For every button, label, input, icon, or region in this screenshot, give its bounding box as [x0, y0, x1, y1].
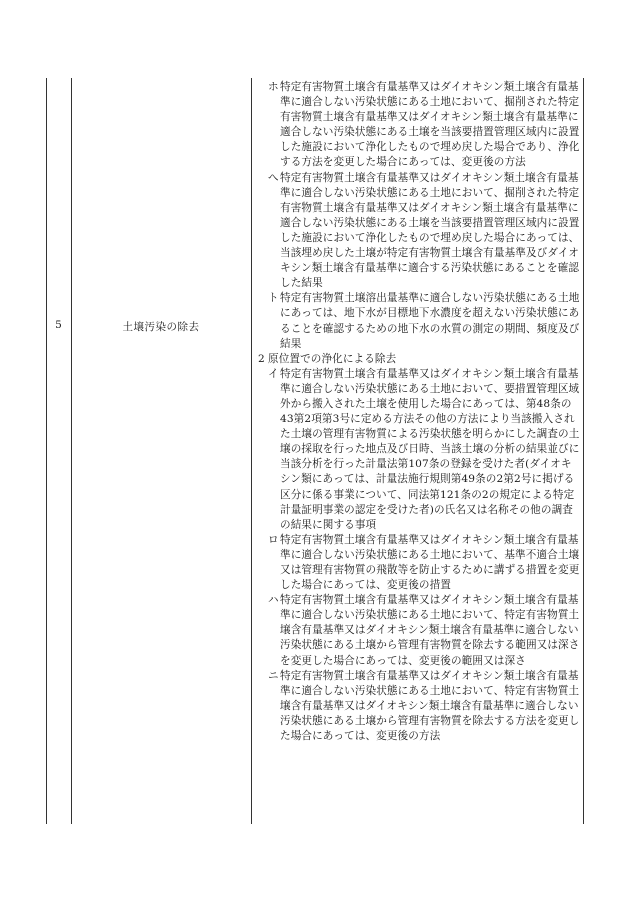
item-text: 特定有害物質土壌含有量基準又はダイオキシン類土壌含有量基準に適合しない汚染状態にある土地において、特定有害物質土壌含有量基準又はダイオキシン類土壌含有量基準に適合しない汚染状態にある土壌から管理有害物質を除去する範囲又は深さを変更した場合にあっては、変更後の範囲又は深さ — [280, 594, 580, 667]
item-text: 特定有害物質土壌含有量基準又はダイオキシン類土壌含有量基準に適合しない汚染状態にある土地において、掘削された特定有害物質土壌含有量基準又はダイオキシン類土壌含有量基準に適合しない汚染状態にある土壌を当該要措置管理区域内に設置した施設において浄化したもので埋め戻した場合であり、浄化する方法を変更した場合にあっては、変更後の方法 — [280, 81, 580, 169]
content-item — [258, 533, 580, 593]
item-marker: ト — [268, 292, 279, 305]
content-item — [258, 80, 580, 171]
item-marker: ハ — [268, 594, 279, 607]
item-marker: ロ — [268, 533, 279, 546]
item-text: 特定有害物質土壌含有量基準又はダイオキシン類土壌含有量基準に適合しない汚染状態にある土地において、特定有害物質土壌含有量基準又はダイオキシン類土壌含有量基準に適合しない汚染状態にある土壌から管理有害物質を除去する方法を変更した場合にあっては、変更後の方法 — [280, 669, 580, 743]
row-title: 土壌汚染の除去 — [122, 321, 200, 333]
table-border-title-column — [251, 78, 252, 824]
content-item — [258, 669, 580, 744]
row-content — [258, 80, 580, 744]
section-heading — [258, 352, 580, 367]
item-marker: イ — [268, 367, 279, 380]
content-item — [258, 593, 580, 668]
section-title: 原位置での浄化による除去 — [268, 352, 397, 365]
content-item — [258, 367, 580, 533]
item-text: 特定有害物質土壌含有量基準又はダイオキシン類土壌含有量基準に適合しない汚染状態にある土地において、要措置管理区域外から搬入された土壌を使用した場合にあっては、第48条の43第2項第3号に定める方法その他の方法により当該搬入された土壌の管理有害物質による汚染状態を明らかにした調査の土壌の採取を行った地点及び日時、当該土壌の分析の結果並びに当該分析を行った計量法第107条の登録を受けた者(ダイオキシン類にあっては、計量法施行規則第49条の2第2号に掲げる区分に係る事業について、同法第121条の2の規定による特定計量証明事業の認定を受けた者)の氏名又は名称その他の調査の結果に関する事項 — [280, 367, 580, 531]
table-border-right — [583, 78, 584, 824]
item-text: 特定有害物質土壌溶出量基準に適合しない汚染状態にある土地にあっては、地下水が目標地下水濃度を超えない汚染状態にあることを確認するための地下水の水質の測定の期間、頻度及び結果 — [280, 292, 580, 350]
item-text: 特定有害物質土壌含有量基準又はダイオキシン類土壌含有量基準に適合しない汚染状態にある土地において、掘削された特定有害物質土壌含有量基準又はダイオキシン類土壌含有量基準に適合しない汚染状態にある土壌を当該要措置管理区域内に設置した施設において浄化したもので埋め戻した場合にあっては、当該埋め戻した土壌が特定有害物質土壌含有量基準及びダイオキシン類土壌含有量基準に適合する汚染状態にあることを確認した結果 — [280, 171, 580, 290]
table-border-left — [46, 78, 47, 824]
content-item — [258, 291, 580, 351]
section-marker: 2 — [258, 352, 265, 365]
item-marker: へ — [268, 171, 279, 184]
table-border-number-column — [71, 78, 72, 824]
item-marker: ニ — [268, 669, 279, 682]
item-marker: ホ — [268, 81, 279, 93]
item-text: 特定有害物質土壌含有量基準又はダイオキシン類土壌含有量基準に適合しない汚染状態にある土地において、基準不適合土壌又は管理有害物質の飛散等を防止するために講ずる措置を変更した場合にあっては、変更後の措置 — [280, 533, 580, 592]
row-number: 5 — [55, 319, 62, 331]
content-item — [258, 171, 580, 292]
